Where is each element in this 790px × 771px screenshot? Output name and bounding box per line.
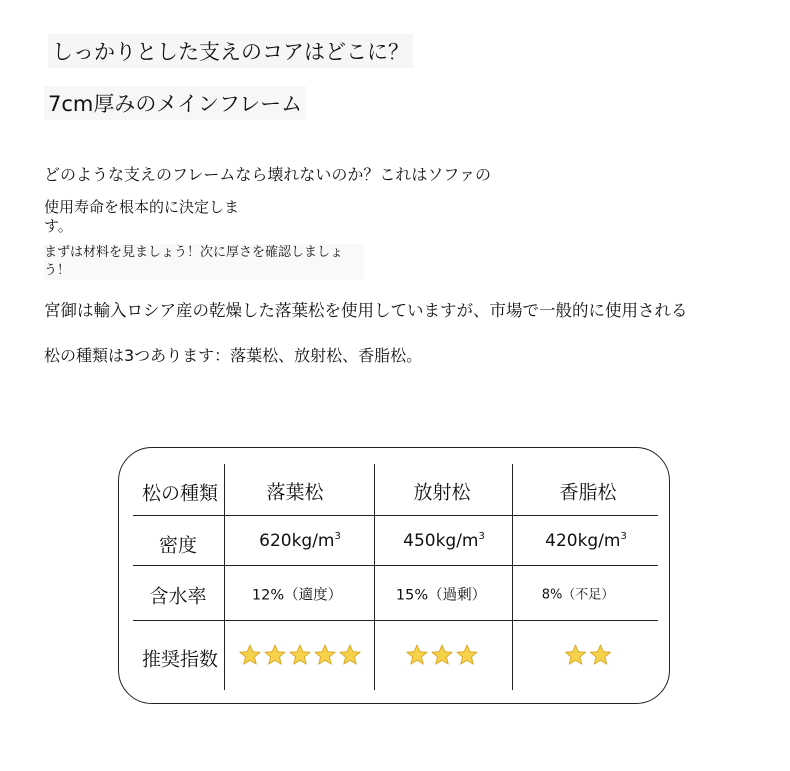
column-header-radiata: 放射松	[413, 481, 471, 504]
star-icon	[456, 644, 479, 667]
rating-stars-radiata	[406, 644, 479, 667]
row-label-rating: 推奨指数	[141, 648, 219, 671]
table-divider	[133, 515, 658, 516]
star-icon	[431, 644, 454, 667]
star-icon	[314, 644, 337, 667]
density-cell-larch: $620kg/m^3$	[259, 531, 341, 551]
star-icon	[339, 644, 362, 667]
rating-stars-larch	[239, 644, 362, 667]
row-label-moisture: 含水率	[149, 585, 207, 608]
paragraph-1: どのような支えのフレームなら壊れないのか？これはソファの	[44, 165, 492, 184]
paragraph-5: 松の種類は3つあります：落葉松、放射松、香脂松。	[44, 346, 423, 365]
table-divider	[374, 464, 375, 690]
paragraph-4: 宮御は輸入ロシア産の乾燥した落葉松を使用していますが、市場で一般的に使用される	[44, 301, 688, 320]
page-title: しっかりとした支えのコアはどこに？	[48, 34, 413, 68]
star-icon	[564, 644, 587, 667]
row-label-density: 密度	[158, 534, 198, 557]
table-divider	[512, 464, 513, 690]
star-icon	[289, 644, 312, 667]
star-icon	[406, 644, 429, 667]
column-header-larch: 落葉松	[266, 481, 324, 504]
page-subtitle: 7cm厚みのメインフレーム	[44, 86, 306, 120]
density-cell-fir: $420kg/m^3$	[545, 531, 627, 551]
star-icon	[589, 644, 612, 667]
moisture-cell-fir: 8%（不足）	[541, 587, 615, 603]
table-divider	[224, 464, 225, 690]
paragraph-2: 使用寿命を根本的に決定します。	[44, 198, 240, 235]
density-cell-radiata: $450kg/m^3$	[403, 531, 485, 551]
star-icon	[239, 644, 262, 667]
paragraph-3: まずは材料を見ましょう！次に厚さを確認しましょう！	[44, 244, 364, 280]
table-divider	[133, 565, 658, 566]
star-icon	[264, 644, 287, 667]
moisture-cell-larch: 12%（適度）	[251, 587, 343, 604]
column-header-fir: 香脂松	[559, 481, 617, 504]
table-divider	[133, 620, 658, 621]
rating-stars-fir	[564, 644, 612, 667]
moisture-cell-radiata: 15%（過剰）	[395, 587, 487, 604]
table-corner-header: 松の種類	[141, 482, 219, 505]
